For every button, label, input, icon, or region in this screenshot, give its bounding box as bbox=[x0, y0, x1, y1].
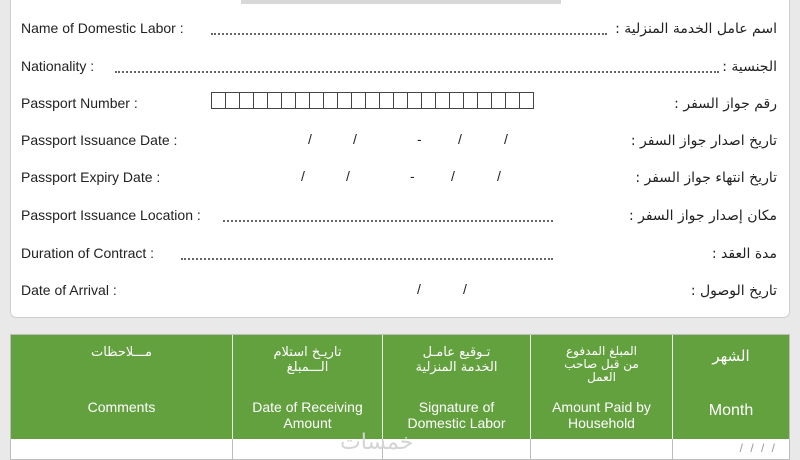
passport-digit-box[interactable] bbox=[393, 92, 408, 109]
passport-digit-box[interactable] bbox=[323, 92, 338, 109]
passport-digit-box[interactable] bbox=[505, 92, 520, 109]
cell-amount-paid[interactable] bbox=[531, 439, 673, 460]
column-date-receiving-ar: تاريـخ استلام الـــمبلغ bbox=[273, 345, 342, 375]
label-arrival-date-ar: تاريخ الوصول : bbox=[690, 283, 777, 299]
cell-comments[interactable] bbox=[11, 439, 233, 460]
date-separator: / bbox=[417, 281, 421, 297]
passport-digit-box[interactable] bbox=[379, 92, 394, 109]
column-date-receiving bbox=[233, 335, 383, 439]
date-separator: / bbox=[301, 168, 305, 184]
label-issuance-location-ar: مكان إصدار جواز السفر : bbox=[628, 208, 777, 224]
issuance-location-input-line[interactable] bbox=[223, 220, 553, 222]
label-issuance-date-en: Passport Issuance Date : bbox=[21, 132, 178, 148]
label-expiry-date-ar: تاريخ انتهاء جواز السفر : bbox=[635, 170, 777, 186]
passport-digit-box[interactable] bbox=[239, 92, 254, 109]
passport-digit-box[interactable] bbox=[337, 92, 352, 109]
column-comments bbox=[11, 335, 233, 439]
field-duration bbox=[11, 241, 791, 265]
label-nationality-en: Nationality : bbox=[21, 58, 95, 74]
passport-digit-box[interactable] bbox=[351, 92, 366, 109]
field-nationality bbox=[11, 54, 791, 78]
label-issuance-location-en: Passport Issuance Location : bbox=[21, 207, 201, 223]
passport-digit-box[interactable] bbox=[435, 92, 450, 109]
field-issuance-date bbox=[11, 128, 791, 152]
label-passport-number-ar: رقم جواز السفر : bbox=[674, 96, 777, 112]
label-passport-number-en: Passport Number : bbox=[21, 95, 138, 111]
date-range-dash: - bbox=[410, 168, 415, 184]
column-signature-en: Signature of Domestic Labor bbox=[407, 399, 506, 431]
date-separator: / bbox=[308, 131, 312, 147]
column-signature-ar: تـوقيع عامـل الخدمة المنزلية bbox=[415, 345, 498, 375]
column-comments-en: Comments bbox=[87, 399, 156, 415]
passport-digit-box[interactable] bbox=[211, 92, 226, 109]
label-expiry-date-en: Passport Expiry Date : bbox=[21, 169, 161, 185]
passport-digit-box[interactable] bbox=[365, 92, 380, 109]
label-duration-en: Duration of Contract : bbox=[21, 245, 155, 261]
passport-digit-box[interactable] bbox=[421, 92, 436, 109]
column-amount-paid-en: Amount Paid by Household bbox=[552, 399, 651, 431]
column-amount-paid bbox=[531, 335, 673, 439]
label-name-en: Name of Domestic Labor : bbox=[21, 20, 184, 36]
payment-table-header bbox=[11, 335, 789, 439]
duration-input-line[interactable] bbox=[181, 258, 553, 260]
column-month-ar: الشهر bbox=[712, 347, 750, 365]
watermark: خمسات bbox=[340, 430, 414, 455]
column-month bbox=[673, 335, 789, 439]
passport-digit-box[interactable] bbox=[463, 92, 478, 109]
passport-digit-box[interactable] bbox=[253, 92, 268, 109]
date-separator: / bbox=[504, 131, 508, 147]
passport-digit-box[interactable] bbox=[267, 92, 282, 109]
field-issuance-location bbox=[11, 203, 791, 227]
label-arrival-date-en: Date of Arrival : bbox=[21, 282, 117, 298]
date-range-dash: - bbox=[417, 131, 422, 147]
field-expiry-date bbox=[11, 165, 791, 189]
month-date-marks: / / / / bbox=[739, 441, 777, 455]
column-amount-paid-ar: المبلغ المدفوع من قبل صاحب العمل bbox=[564, 344, 639, 384]
passport-digit-box[interactable] bbox=[225, 92, 240, 109]
date-separator: / bbox=[451, 168, 455, 184]
date-separator: / bbox=[497, 168, 501, 184]
passport-digit-box[interactable] bbox=[295, 92, 310, 109]
passport-number-boxes[interactable] bbox=[211, 92, 533, 109]
labor-info-form bbox=[10, 0, 790, 318]
passport-digit-box[interactable] bbox=[491, 92, 506, 109]
field-arrival-date bbox=[11, 278, 791, 302]
passport-digit-box[interactable] bbox=[477, 92, 492, 109]
date-separator: / bbox=[346, 168, 350, 184]
passport-digit-box[interactable] bbox=[281, 92, 296, 109]
column-signature bbox=[383, 335, 531, 439]
name-input-line[interactable] bbox=[211, 33, 607, 35]
passport-digit-box[interactable] bbox=[407, 92, 422, 109]
column-comments-ar: مـــلاحظات bbox=[90, 345, 153, 360]
column-date-receiving-en: Date of Receiving Amount bbox=[252, 399, 363, 431]
field-passport-number bbox=[11, 91, 791, 115]
date-separator: / bbox=[458, 131, 462, 147]
field-name bbox=[11, 16, 791, 40]
nationality-input-line[interactable] bbox=[115, 71, 719, 73]
top-divider bbox=[241, 0, 561, 4]
label-issuance-date-ar: تاريخ اصدار جواز السفر : bbox=[630, 133, 777, 149]
passport-digit-box[interactable] bbox=[309, 92, 324, 109]
column-month-en: Month bbox=[708, 402, 754, 419]
label-name-ar: اسم عامل الخدمة المنزلية : bbox=[615, 21, 777, 37]
label-duration-ar: مدة العقد : bbox=[711, 246, 777, 262]
date-separator: / bbox=[353, 131, 357, 147]
passport-digit-box[interactable] bbox=[449, 92, 464, 109]
cell-month[interactable] bbox=[673, 439, 789, 460]
label-nationality-ar: الجنسية : bbox=[722, 59, 777, 75]
passport-digit-box[interactable] bbox=[519, 92, 534, 109]
date-separator: / bbox=[463, 281, 467, 297]
